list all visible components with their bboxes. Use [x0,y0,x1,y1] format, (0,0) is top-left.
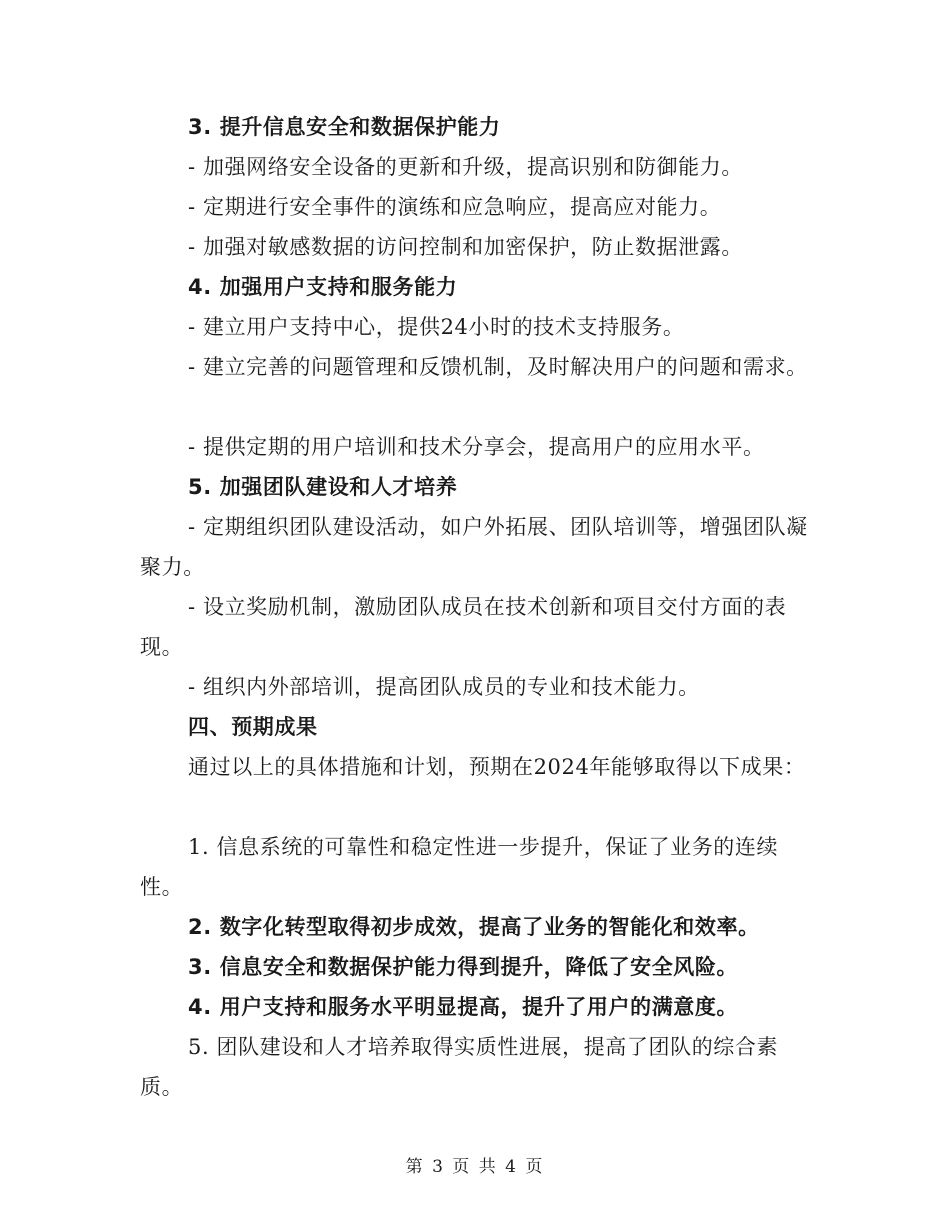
page-footer: 第 3 页 共 4 页 [405,1157,545,1177]
heading-user-support: 4. 加强用户支持和服务能力 [188,275,458,299]
list-item: - 组织内外部培训，提高团队成员的专业和技术能力。 [188,675,700,699]
heading-info-security: 3. 提升信息安全和数据保护能力 [188,115,501,139]
result-item: 3. 信息安全和数据保护能力得到提升，降低了安全风险。 [188,955,739,979]
heading-team-building: 5. 加强团队建设和人才培养 [188,475,458,499]
list-item: - 提供定期的用户培训和技术分享会，提高用户的应用水平。 [188,435,765,459]
list-item: - 定期进行安全事件的演练和应急响应，提高应对能力。 [188,195,722,219]
intro-paragraph: 通过以上的具体措施和计划，预期在2024年能够取得以下成果： [188,755,806,779]
list-item: - 设立奖励机制，激励团队成员在技术创新和项目交付方面的表现。 [140,595,787,659]
list-item: - 加强网络安全设备的更新和升级，提高识别和防御能力。 [188,155,743,179]
result-item: 2. 数字化转型取得初步成效，提高了业务的智能化和效率。 [188,915,760,939]
result-item: 5. 团队建设和人才培养取得实质性进展，提高了团队的综合素质。 [140,1035,779,1099]
result-item: 1. 信息系统的可靠性和稳定性进一步提升，保证了业务的连续性。 [140,835,779,899]
list-item: - 定期组织团队建设活动，如户外拓展、团队培训等，增强团队凝聚力。 [140,515,808,579]
list-item: - 加强对敏感数据的访问控制和加密保护，防止数据泄露。 [188,235,743,259]
list-item: - 建立用户支持中心，提供24小时的技术支持服务。 [188,315,685,339]
heading-expected-results: 四、预期成果 [188,715,318,739]
list-item: - 建立完善的问题管理和反馈机制，及时解决用户的问题和需求。 [188,355,808,379]
result-item: 4. 用户支持和服务水平明显提高，提升了用户的满意度。 [188,995,739,1019]
